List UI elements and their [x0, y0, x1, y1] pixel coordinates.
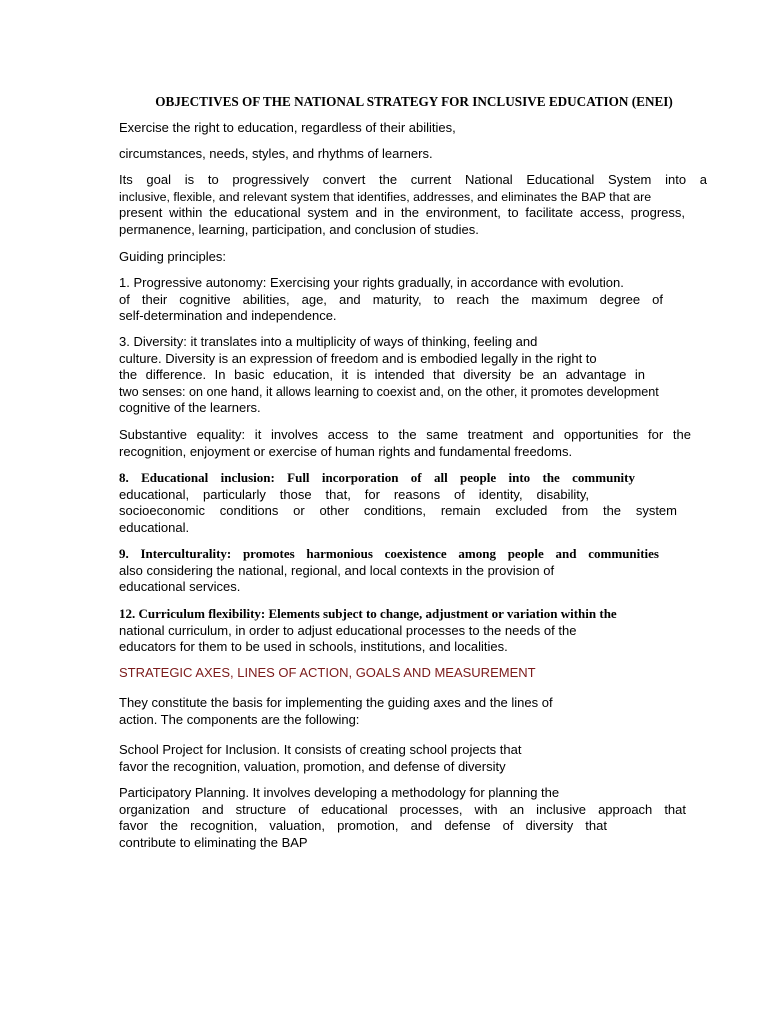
strategic-axes-heading: STRATEGIC AXES, LINES OF ACTION, GOALS AND MEASUREMENT: [119, 665, 536, 680]
document-title: OBJECTIVES OF THE NATIONAL STRATEGY FOR INCLUSIVE EDUCATION (ENEI): [155, 94, 673, 109]
goal-paragraph: Its goal is to progressively convert the current National Educational System into a inclusive, flexible, and relevant system that identifies, addresses, and eliminates the BAP that are present within the educational system and in the environment, to facilitate access, progress, permanence, learning, participation, and conclusion of studies.: [119, 172, 707, 237]
intro-line-1: Exercise the right to education, regardless of their abilities,: [119, 120, 456, 135]
school-project-paragraph: School Project for Inclusion. It consists of creating school projects that favor the recognition, valuation, promotion, and defense of diversity: [119, 742, 522, 774]
participatory-planning-paragraph: Participatory Planning. It involves developing a methodology for planning the organization and structure of educational processes, with an inclusive approach that favor the recognition, valuation, promotion, and defense of diversity that contribute to eliminating the BAP: [119, 785, 686, 850]
principle-12-paragraph: 12. Curriculum flexibility: Elements subject to change, adjustment or variation within the national curriculum, in order to adjust educational processes to the needs of the educators for them to be used in schools, institutions, and localities.: [119, 606, 617, 655]
equality-paragraph: Substantive equality: it involves access to the same treatment and opportunities for the recognition, enjoyment or exercise of human rights and fundamental freedoms.: [119, 427, 691, 459]
strategic-intro-paragraph: They constitute the basis for implementing the guiding axes and the lines of action. The components are the following:: [119, 695, 553, 727]
principle-3-paragraph: 3. Diversity: it translates into a multiplicity of ways of thinking, feeling and culture. Diversity is an expression of freedom and is embodied legally in the right to the difference. In basic education, it is intended that diversity be an advantage in two senses: on one hand, it allows learning to coexist and, on the other, it promotes development cognitive of the learners.: [119, 334, 659, 416]
guiding-principles-label: Guiding principles:: [119, 249, 226, 264]
principle-8-paragraph: 8. Educational inclusion: Full incorporation of all people into the community educational, particularly those that, for reasons of identity, disability, socioeconomic conditions or other conditions, remain excluded from the system educational.: [119, 470, 677, 535]
principle-9-paragraph: 9. Interculturality: promotes harmonious coexistence among people and communities also considering the national, regional, and local contexts in the provision of educational services.: [119, 546, 659, 595]
principle-1-paragraph: 1. Progressive autonomy: Exercising your rights gradually, in accordance with evolution. of their cognitive abilities, age, and maturity, to reach the maximum degree of self-determination and independence.: [119, 275, 663, 324]
intro-line-2: circumstances, needs, styles, and rhythms of learners.: [119, 146, 433, 161]
